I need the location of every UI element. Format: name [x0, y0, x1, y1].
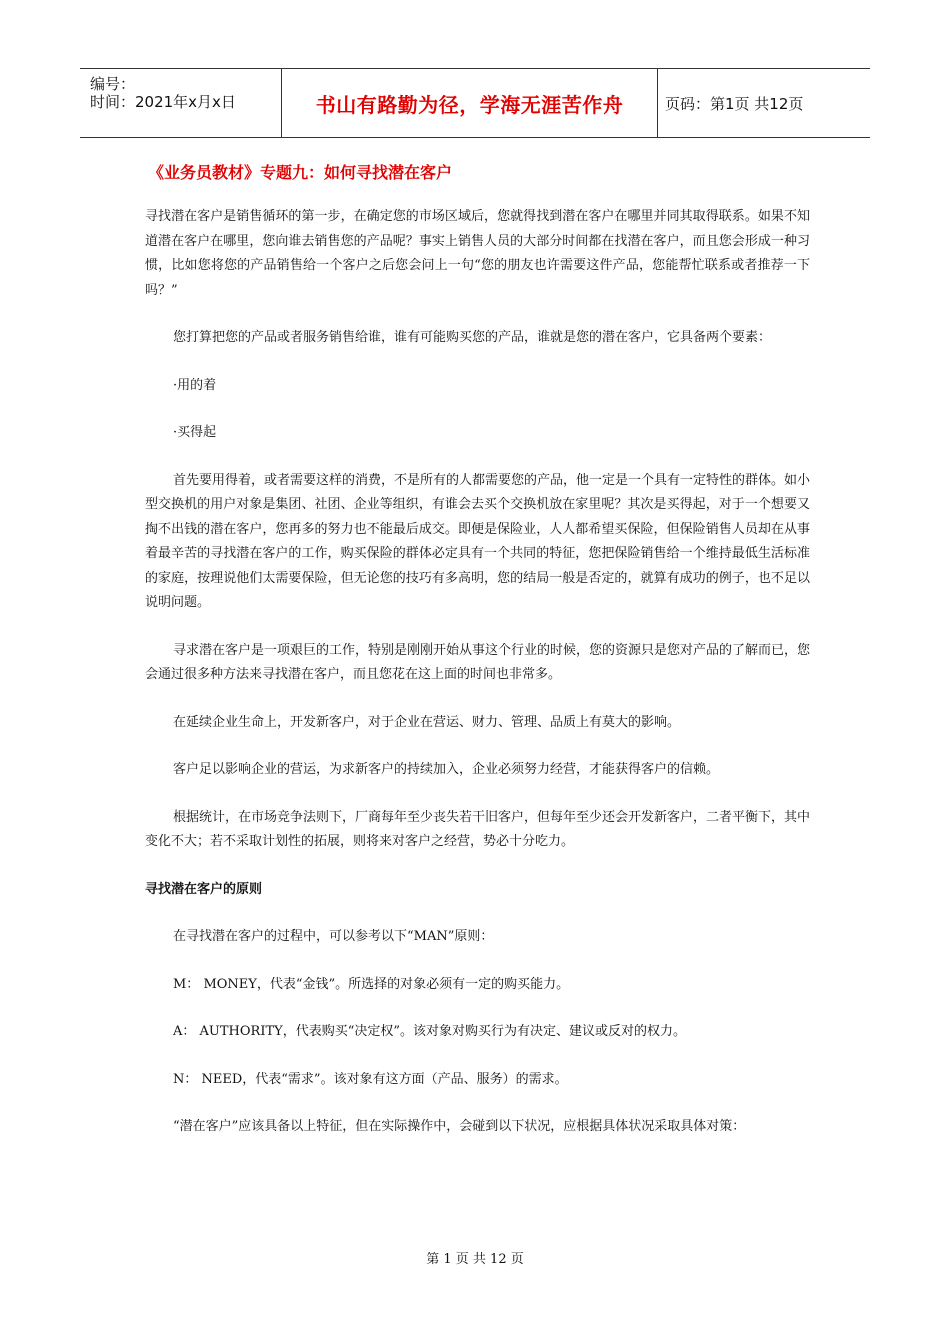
motto: 书山有路勤为径，学海无涯苦作舟: [315, 92, 624, 117]
header-meta: [80, 69, 280, 137]
paragraph-difficulty: 寻求潜在客户是一项艰巨的工作，特别是刚刚开始从事这个行业的时候，您的资源只是您对产品的了解而已，您会通过很多种方法来寻找潜在客户，而且您花在这上面的时间也非常多。: [145, 642, 811, 682]
paragraph-elements: 您打算把您的产品或者服务销售给谁，谁有可能购买您的产品，谁就是您的潜在客户，它具备两个要素：: [173, 330, 772, 345]
paragraph-enterprise-life: 在延续企业生命上，开发新客户，对于企业在营运、财力、管理、品质上有莫大的影响。: [173, 714, 681, 730]
page-info: 页码：第1页 共12页: [665, 94, 804, 113]
paragraph-man-intro: 在寻找潜在客户的过程中，可以参考以下“MAN”原则：: [173, 929, 494, 944]
document-title: 《业务员教材》专题九：如何寻找潜在客户: [148, 163, 453, 182]
paragraph-conclusion: “潜在客户”应该具备以上特征，但在实际操作中，会碰到以下状况，应根据具体状况采取具体对策：: [173, 1119, 746, 1134]
paragraph-customer-influence: 客户足以影响企业的营运，为求新客户的持续加入，企业必须努力经营，才能获得客户的信赖。: [173, 762, 720, 777]
section-title: 寻找潜在客户的原则: [145, 881, 263, 897]
bullet-afford: ·买得起: [173, 425, 217, 440]
document-header: [80, 68, 870, 138]
header-page-info: [665, 69, 870, 137]
date-line: 时间：2021年x月x日: [90, 93, 236, 111]
bullet-need: ·用的着: [173, 377, 217, 393]
paragraph-explanation: 首先要用得着，或者需要这样的消费，不是所有的人都需要您的产品，他一定是一个具有一定特性的群体。如小型交换机的用户对象是集团、社团、企业等组织，有谁会去买个交换机放在家里呢？其次是买得起，对于一个想要又掏不出钱的潜在客户，您再多的努力也不能最后成交。即便是保险业，人人都希望买保险，但保险销售人员却在从事着最辛苦的寻找潜在客户的工作，购买保险的群体必定具有一个共同的特征，您把保险销售给一个维持最低生活标准的家庭，按理说他们太需要保险，但无论您的技巧有多高明，您的结局一般是否定的，就算有成功的例子，也不足以说明问题。: [145, 472, 811, 610]
paragraph-intro: 寻找潜在客户是销售循环的第一步，在确定您的市场区域后，您就得找到潜在客户在哪里并同其取得联系。如果不知道潜在客户在哪里，您向谁去销售您的产品呢？事实上销售人员的大部分时间都在找潜在客户，而且您会形成一种习惯，比如您将您的产品销售给一个客户之后您会问上一句“您的朋友也许需要这件产品，您能帮忙联系或者推荐一下吗？”: [145, 209, 810, 298]
paragraph-man-authority: A： AUTHORITY，代表购买“决定权”。该对象对购买行为有决定、建议或反对的权力。: [173, 1024, 686, 1039]
paragraph-man-money: M： MONEY，代表“金钱”。所选择的对象必须有一定的购买能力。: [173, 976, 570, 992]
number-label: 编号：: [90, 75, 136, 93]
page-footer: 第 1 页 共 12 页: [426, 1252, 524, 1267]
document-body: [145, 205, 810, 1163]
paragraph-statistics: 根据统计，在市场竞争法则下，厂商每年至少丧失若干旧客户，但每年至少还会开发新客户，二者平衡下，其中变化不大；若不采取计划性的拓展，则将来对客户之经营，势必十分吃力。: [145, 809, 811, 849]
paragraph-man-need: N： NEED，代表“需求”。该对象有这方面（产品、服务）的需求。: [173, 1071, 568, 1087]
header-motto-cell: [281, 69, 658, 137]
